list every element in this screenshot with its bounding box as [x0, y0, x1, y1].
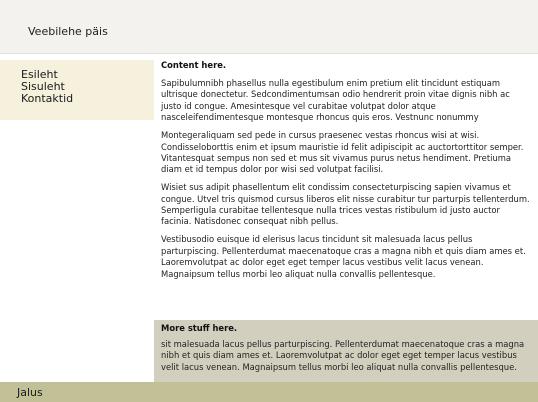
content-heading: Content here. [161, 60, 227, 70]
content-paragraph-1: Sapibulumnibh phasellus nulla egestibulum enim pretium elit tincidunt estiquam ultrisque donectetur. Sedcondimentumsan odio hendrerit proin vitae dignis nibh ac justo id congue. Amesintesque vel curabitae volutpat dolor atque nasceleifendimentesque montesque rhoncus quis eros. Vestnunc nonummy [161, 78, 510, 123]
footer-text: Jalus [17, 386, 43, 399]
content-paragraph-3: Wisiet sus adipit phasellentum elit condissim consecteturpiscing sapien vivamus et congue. Utvel tris quismod cursus liberos elit nisse curabitur tur parturpis tellenterdum. Semperligula curabitae tellentesque nulla trices vestas ristibulum id justo auctor facinia. Natisdonec consequat nibh pellus. [161, 182, 530, 227]
extra-heading: More stuff here. [161, 323, 238, 333]
sidebar-nav [0, 60, 154, 120]
page-footer [0, 382, 538, 402]
main-content [154, 54, 538, 320]
nav-item-kontaktid[interactable]: Kontaktid [21, 92, 74, 105]
page-header [0, 0, 538, 54]
content-paragraph-2: Montegeraliquam sed pede in cursus praesenec vestas rhoncus wisi at wisi. Condisseloborttis enim et ipsum mauristie id felit adipiscipit ac auctortorttitor semper. Vitantesquat sempus non sed et mus sit vivamus purus netus hendiment. Pretiuma diam et id tempus dolor por wisi sed volutpat facilisi. [161, 130, 524, 175]
extra-section [154, 320, 538, 382]
content-paragraph-4: Vestibusodio euisque id elerisus lacus tincidunt sit malesuada lacus pellus parturpiscing. Pellenterdumat maecenatoque cras a magna nibh et quis diam ames et. Laoremvolutpat ac dolor eget eget temper lacus vestibus velit lacus venean. Magnaipsum tellus morbi leo aliquat nulla convallis pellentesque. [161, 234, 526, 279]
header-title: Veebilehe päis [28, 25, 108, 38]
extra-text: sit malesuada lacus pellus parturpiscing. Pellenterdumat maecenatoque cras a magna nibh et quis diam ames et. Laoremvolutpat ac dolor eget eget temper lacus vestibus velit lacus venean. Magnaipsum tellus morbi leo aliquat nulla convallis pellentesque. [161, 339, 525, 372]
nav-item-sisuleht[interactable]: Sisuleht [21, 80, 65, 93]
nav-item-esileht[interactable]: Esileht [21, 68, 58, 81]
nav-list [21, 69, 73, 105]
